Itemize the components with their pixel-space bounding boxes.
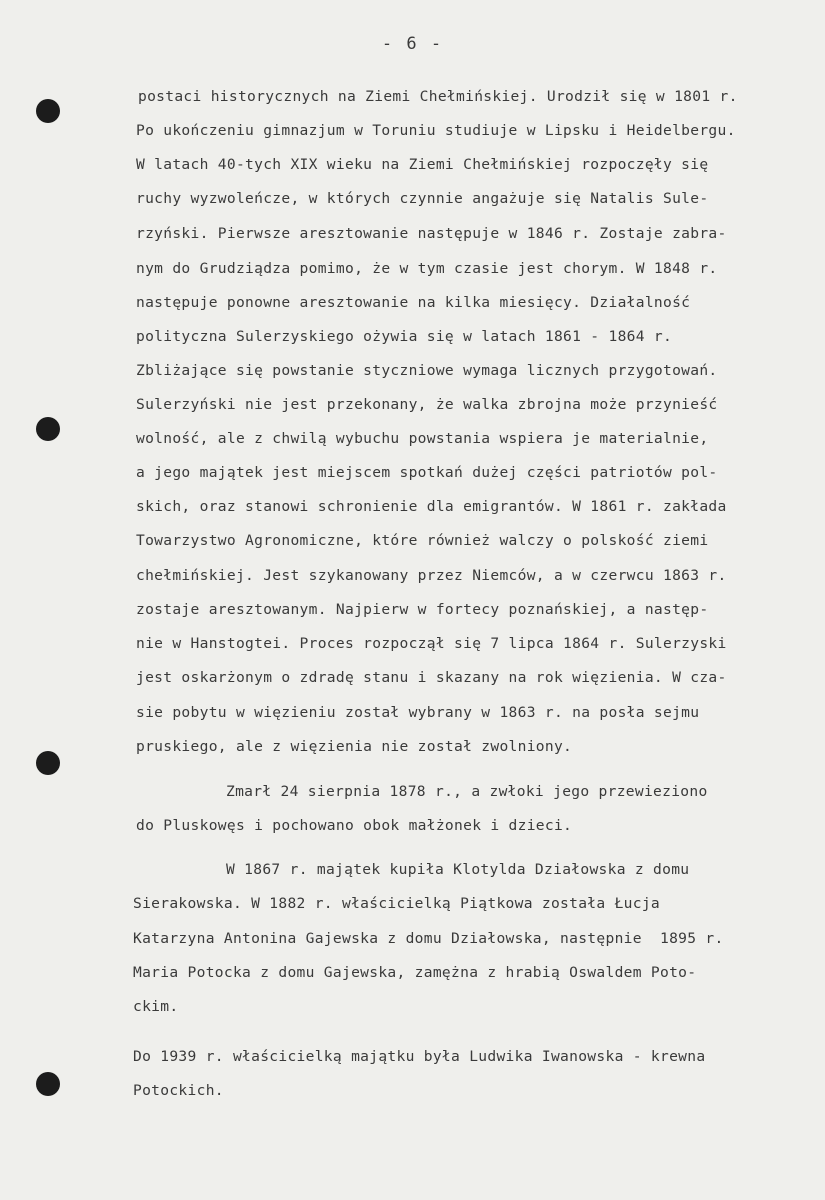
text-line: Zbliżające się powstanie styczniowe wymaga licznych przygotowań. xyxy=(136,362,718,379)
punch-hole-1 xyxy=(36,99,60,123)
punch-hole-2 xyxy=(36,417,60,441)
text-line: W latach 40-tych XIX wieku na Ziemi Chełmińskiej rozpoczęły się xyxy=(136,156,709,173)
text-line: Po ukończeniu gimnazjum w Toruniu studiuje w Lipsku i Heidelbergu. xyxy=(136,122,736,139)
punch-hole-4 xyxy=(36,1072,60,1096)
text-line: ruchy wyzwoleńcze, w których czynnie angażuje się Natalis Sule- xyxy=(136,190,709,207)
text-line: chełmińskiej. Jest szykanowany przez Niemców, a w czerwcu 1863 r. xyxy=(136,567,727,584)
text-line: pruskiego, ale z więzienia nie został zwolniony. xyxy=(136,738,573,755)
text-line: polityczna Sulerzyskiego ożywia się w latach 1861 - 1864 r. xyxy=(136,328,673,345)
text-line: zostaje aresztowanym. Najpierw w fortecy poznańskiej, a następ- xyxy=(136,601,709,618)
punch-hole-3 xyxy=(36,751,60,775)
text-line: a jego majątek jest miejscem spotkań dużej części patriotów pol- xyxy=(136,464,718,481)
text-line: Zmarł 24 sierpnia 1878 r., a zwłoki jego przewieziono xyxy=(226,783,708,800)
text-line: ckim. xyxy=(133,998,179,1015)
text-line: do Pluskowęs i pochowano obok małżonek i dzieci. xyxy=(136,817,573,834)
text-line: następuje ponowne aresztowanie na kilka miesięcy. Działalność xyxy=(136,294,691,311)
text-line: wolność, ale z chwilą wybuchu powstania wspiera je materialnie, xyxy=(136,430,709,447)
text-line: Potockich. xyxy=(133,1082,224,1099)
text-line: Do 1939 r. właścicielką majątku była Ludwika Iwanowska - krewna xyxy=(133,1048,706,1065)
text-line: Towarzystwo Agronomiczne, które również walczy o polskość ziemi xyxy=(136,532,709,549)
text-line: nie w Hanstogtei. Proces rozpoczął się 7 lipca 1864 r. Sulerzyski xyxy=(136,635,727,652)
text-line: nym do Grudziądza pomimo, że w tym czasie jest chorym. W 1848 r. xyxy=(136,260,718,277)
text-line: jest oskarżonym o zdradę stanu i skazany na rok więzienia. W cza- xyxy=(136,669,727,686)
text-line: W 1867 r. majątek kupiła Klotylda Działowska z domu xyxy=(226,861,690,878)
text-line: sie pobytu w więzieniu został wybrany w 1863 r. na posła sejmu xyxy=(136,704,700,721)
text-line: postaci historycznych na Ziemi Chełmińskiej. Urodził się w 1801 r. xyxy=(138,88,738,105)
text-line: Sulerzyński nie jest przekonany, że walka zbrojna może przynieść xyxy=(136,396,718,413)
text-line: Katarzyna Antonina Gajewska z domu Działowska, następnie 1895 r. xyxy=(133,930,724,947)
text-line: Sierakowska. W 1882 r. właścicielką Piątkowa została Łucja xyxy=(133,895,660,912)
text-line: skich, oraz stanowi schronienie dla emigrantów. W 1861 r. zakłada xyxy=(136,498,727,515)
text-line: Maria Potocka z domu Gajewska, zamężna z hrabią Oswaldem Poto- xyxy=(133,964,697,981)
text-line: rzyński. Pierwsze aresztowanie następuje w 1846 r. Zostaje zabra- xyxy=(136,225,727,242)
page-number: - 6 - xyxy=(381,34,444,54)
